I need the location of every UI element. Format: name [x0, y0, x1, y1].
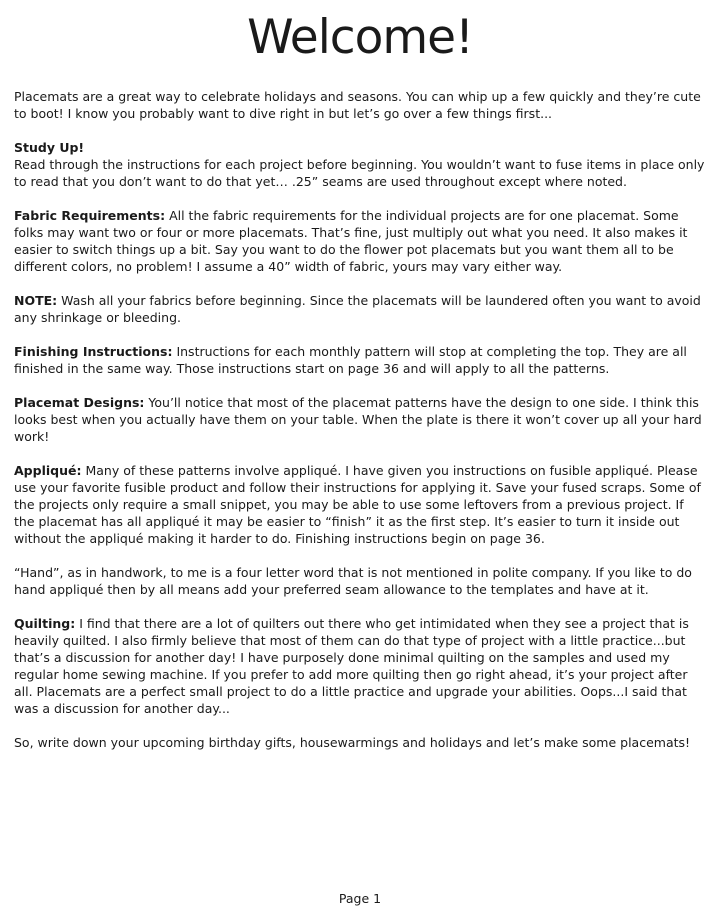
paragraph-fabric-requirements: [14, 207, 706, 275]
paragraph-text: Read through the instructions for each project before beginning. You wouldn’t want to fuse items in place only to read that you don’t want to do that yet… .25” seams are used throughout except where noted.: [14, 156, 705, 189]
page-title: Welcome!: [247, 10, 473, 65]
paragraph-text: Many of these patterns involve appliqué. I have given you instructions on fusible appliqué. Please use your favorite fusible product and follow their instructions for applying it. Save your fused scraps. Some of the projects only require a small snippet, you may be able to use some leftovers from a previous project. If the placemat has all appliqué it may be easier to “finish” it as the first step. It’s easier to turn it inside out without the appliqué making it harder to do. Finishing instructions begin on page 36.: [14, 462, 701, 546]
paragraph-placemat-designs: [14, 394, 706, 445]
paragraph-intro: [14, 88, 706, 122]
paragraph-finishing-instructions: [14, 343, 706, 377]
paragraph-text: I find that there are a lot of quilters out there who get intimidated when they see a project that is heavily quilted. I also firmly believe that most of them can do that type of project with a little practice...but that’s a discussion for another day! I have purposely done minimal quilting on the samples and used my regular home sewing machine. If you prefer to add more quilting then go right ahead, it’s your project after all. Placemats are a perfect small project to do a little practice and upgrade your abilities. Oops...I said that was a discussion for another day...: [14, 615, 689, 716]
paragraph-study-up: [14, 139, 706, 190]
paragraph-text: Wash all your fabrics before beginning. Since the placemats will be laundered often you want to avoid any shrinkage or bleeding.: [14, 292, 701, 325]
paragraph-note: [14, 292, 706, 326]
paragraph-applique: [14, 462, 706, 547]
paragraph-lead: Fabric Requirements:: [14, 207, 166, 223]
paragraph-closing: [14, 734, 706, 751]
paragraph-text: “Hand”, as in handwork, to me is a four letter word that is not mentioned in polite company. If you like to do hand appliqué then by all means add your preferred seam allowance to the templates and have at it.: [14, 564, 692, 597]
paragraph-heading: Study Up!: [14, 139, 85, 155]
paragraph-lead: Appliqué:: [14, 462, 82, 478]
paragraph-hand: [14, 564, 706, 598]
paragraph-lead: Placemat Designs:: [14, 394, 145, 410]
paragraph-text: So, write down your upcoming birthday gifts, housewarmings and holidays and let’s make some placemats!: [14, 734, 691, 750]
page-number: Page 1: [338, 891, 382, 906]
paragraph-text: You’ll notice that most of the placemat patterns have the design to one side. I think this looks best when you actually have them on your table. When the plate is there it won’t cover up all your hard work!: [14, 394, 702, 444]
paragraph-quilting: [14, 615, 706, 717]
paragraph-lead: NOTE:: [14, 292, 58, 308]
paragraph-text: All the fabric requirements for the individual projects are for one placemat. Some folks may want two or four or more placemats. That’s fine, just multiply out what you need. It also makes it easier to switch things up a bit. Say you want to do the flower pot placemats but you want them all to be different colors, no problem! I assume a 40” width of fabric, yours may vary either way.: [14, 207, 688, 274]
paragraph-lead: Quilting:: [14, 615, 76, 631]
paragraph-text: Instructions for each monthly pattern will stop at completing the top. They are all finished in the same way. Those instructions start on page 36 and will apply to all the patterns.: [14, 343, 687, 376]
paragraph-text: Placemats are a great way to celebrate holidays and seasons. You can whip up a few quickly and they’re cute to boot! I know you probably want to dive right in but let’s go over a few things first...: [14, 88, 701, 121]
paragraph-lead: Finishing Instructions:: [14, 343, 173, 359]
